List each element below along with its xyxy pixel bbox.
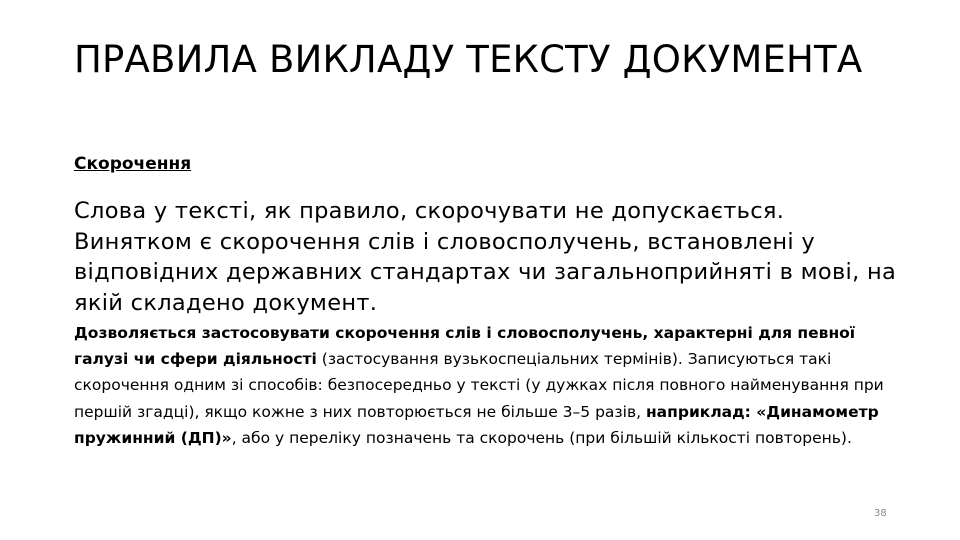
overlay-text-body: (застосування вузькоспеціальних термінів). Записуються такі скорочення одним зі способів: безпосередньо у тексті (у дужках після повного найменування при першій згадці), якщо кожне з них повторюється не більше 3–5 разів, — [74, 350, 884, 421]
slide-title: ПРАВИЛА ВИКЛАДУ ТЕКСТУ ДОКУМЕНТА — [74, 38, 863, 81]
overlay-bold-example: наприклад: «Динамометр пружинний (ДП)» — [74, 402, 879, 447]
overlay-bold-intro: Дозволяється застосовувати скорочення слів і словосполучень, характерні для певної галузі чи сфери діяльності — [74, 324, 856, 369]
overlay-text-end: , або у переліку позначень та скорочень (при більшій кількості повторень). — [231, 428, 852, 447]
section-subheading: Скорочення — [74, 154, 192, 174]
overlay-paragraph — [74, 320, 904, 451]
main-paragraph: Слова у тексті, як правило, скорочувати не допускається. Винятком є скорочення слів і словосполучень, встановлені у відповідних державних стандартах чи загальноприйняті в мові, на якій складено документ. — [74, 198, 897, 316]
page-number: 38 — [874, 508, 887, 519]
